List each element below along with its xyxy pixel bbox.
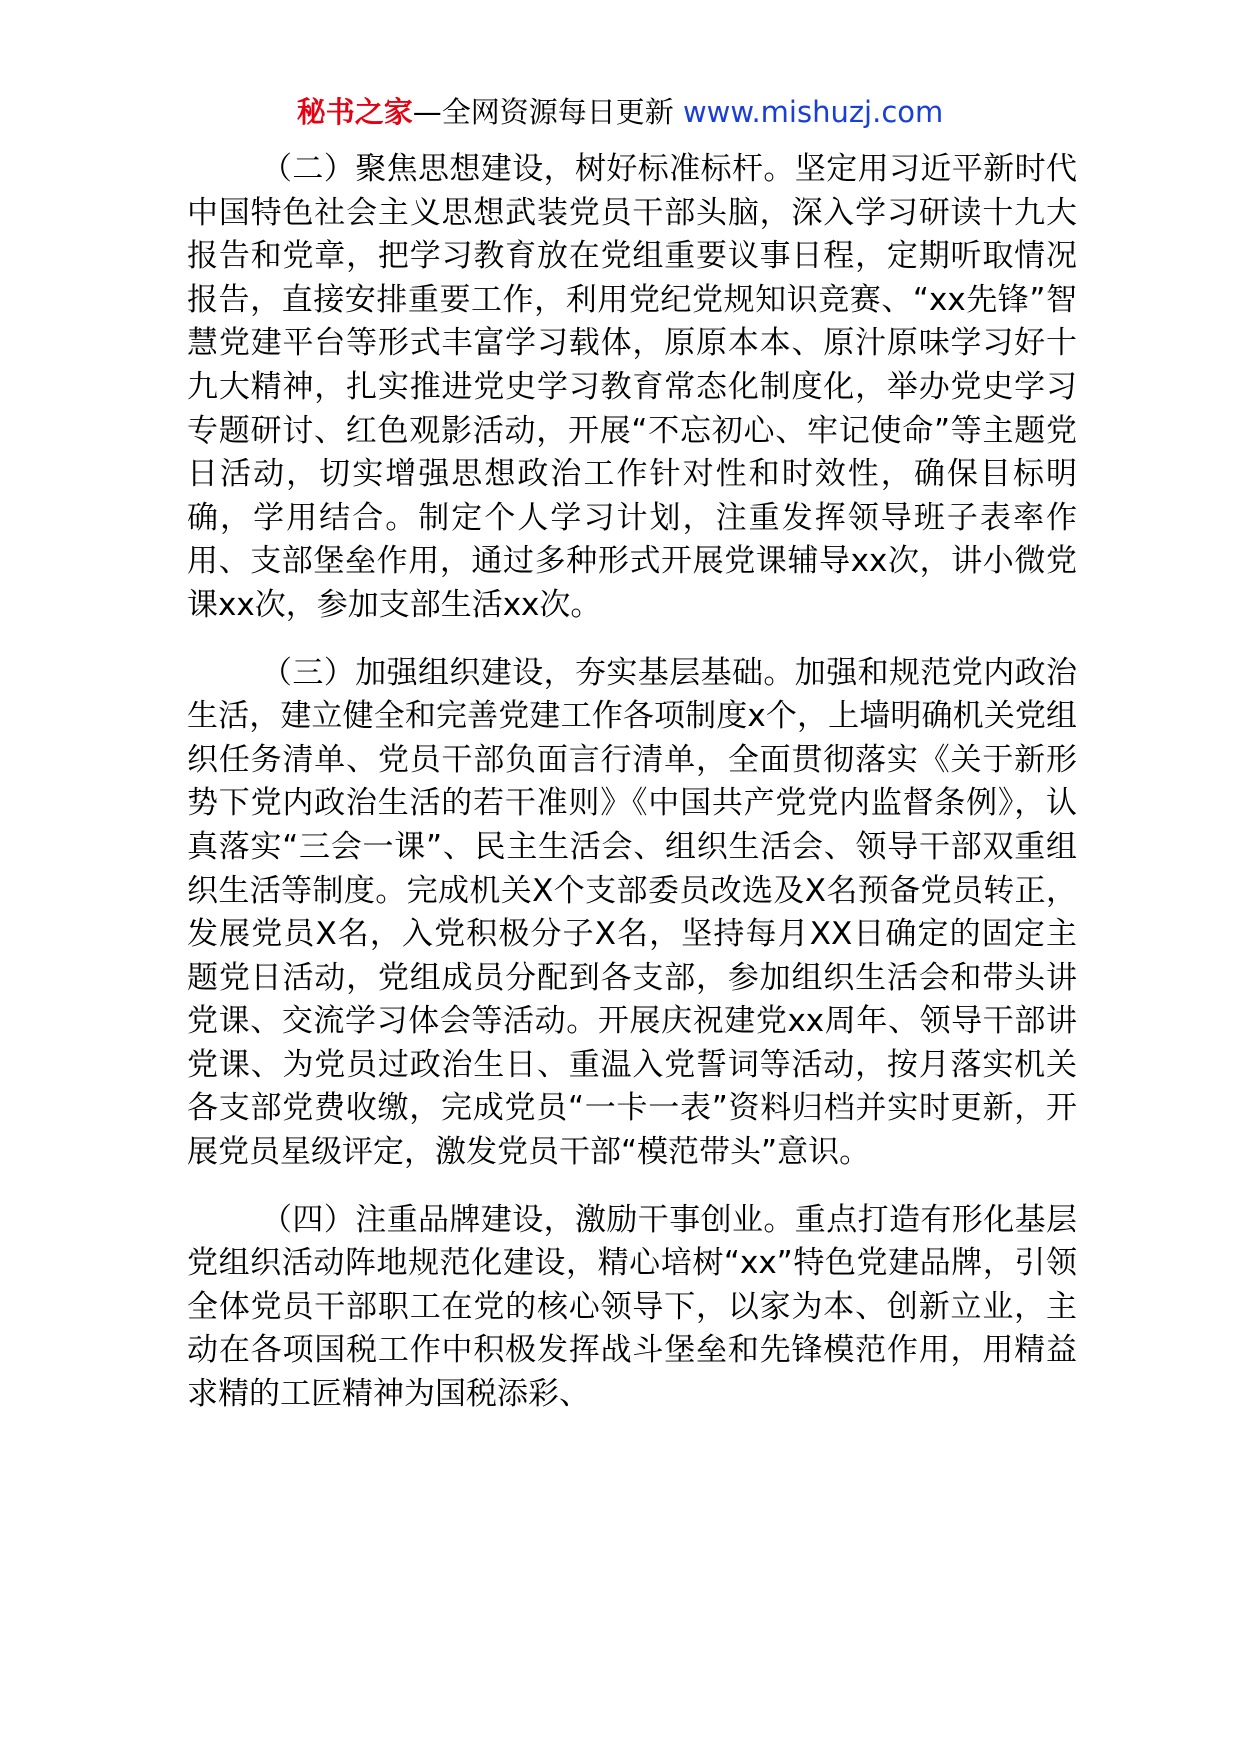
paragraph-brand-building: （四）注重品牌建设，激励干事创业。重点打造有形化基层党组织活动阵地规范化建设，精心培树“xx”特色党建品牌，引领全体党员干部职工在党的核心领导下，以家为本、创新立业，主动在各项国税工作中积极发挥战斗堡垒和先锋模范作用，用精益求精的工匠精神为国税添彩、 bbox=[187, 1201, 1077, 1413]
paragraph-organization-building: （三）加强组织建设，夯实基层基础。加强和规范党内政治生活，建立健全和完善党建工作各项制度x个，上墙明确机关党组织任务清单、党员干部负面言行清单，全面贯彻落实《关于新形势下党内政治生活的若干准则》《中国共产党党内监督条例》，认真落实“三会一课”、民主生活会、组织生活会、领导干部双重组织生活等制度。完成机关X个支部委员改选及X名预备党员转正，发展党员X名，入党积极分子X名，坚持每月XX日确定的固定主题党日活动，党组成员分配到各支部，参加组织生活会和带头讲党课、交流学习体会等活动。开展庆祝建党xx周年、领导干部讲党课、为党员过政治生日、重温入党誓词等活动，按月落实机关各支部党费收缴，完成党员“一卡一表”资料归档并实时更新，开展党员星级评定，激发党员干部“模范带头”意识。 bbox=[187, 654, 1077, 1171]
header-slogan: —全网资源每日更新 bbox=[412, 95, 674, 129]
paragraph-ideology-building: （二）聚焦思想建设，树好标准标杆。坚定用习近平新时代中国特色社会主义思想武装党员干部头脑，深入学习研读十九大报告和党章，把学习教育放在党组重要议事日程，定期听取情况报告，直接安排重要工作，利用党纪党规知识竞赛、“xx先锋”智慧党建平台等形式丰富学习载体，原原本本、原汁原味学习好十九大精神，扎实推进党史学习教育常态化制度化，举办党史学习专题研讨、红色观影活动，开展“不忘初心、牢记使命”等主题党日活动，切实增强思想政治工作针对性和时效性，确保目标明确，学用结合。制定个人学习计划，注重发挥领导班子表率作用、支部堡垒作用，通过多种形式开展党课辅导xx次，讲小微党课xx次，参加支部生活xx次。 bbox=[187, 151, 1077, 623]
document-body bbox=[187, 148, 1077, 1441]
page-header bbox=[0, 92, 1240, 132]
header-brand: 秘书之家 bbox=[296, 95, 413, 129]
header-url-link[interactable]: www.mishuzj.com bbox=[682, 95, 944, 129]
